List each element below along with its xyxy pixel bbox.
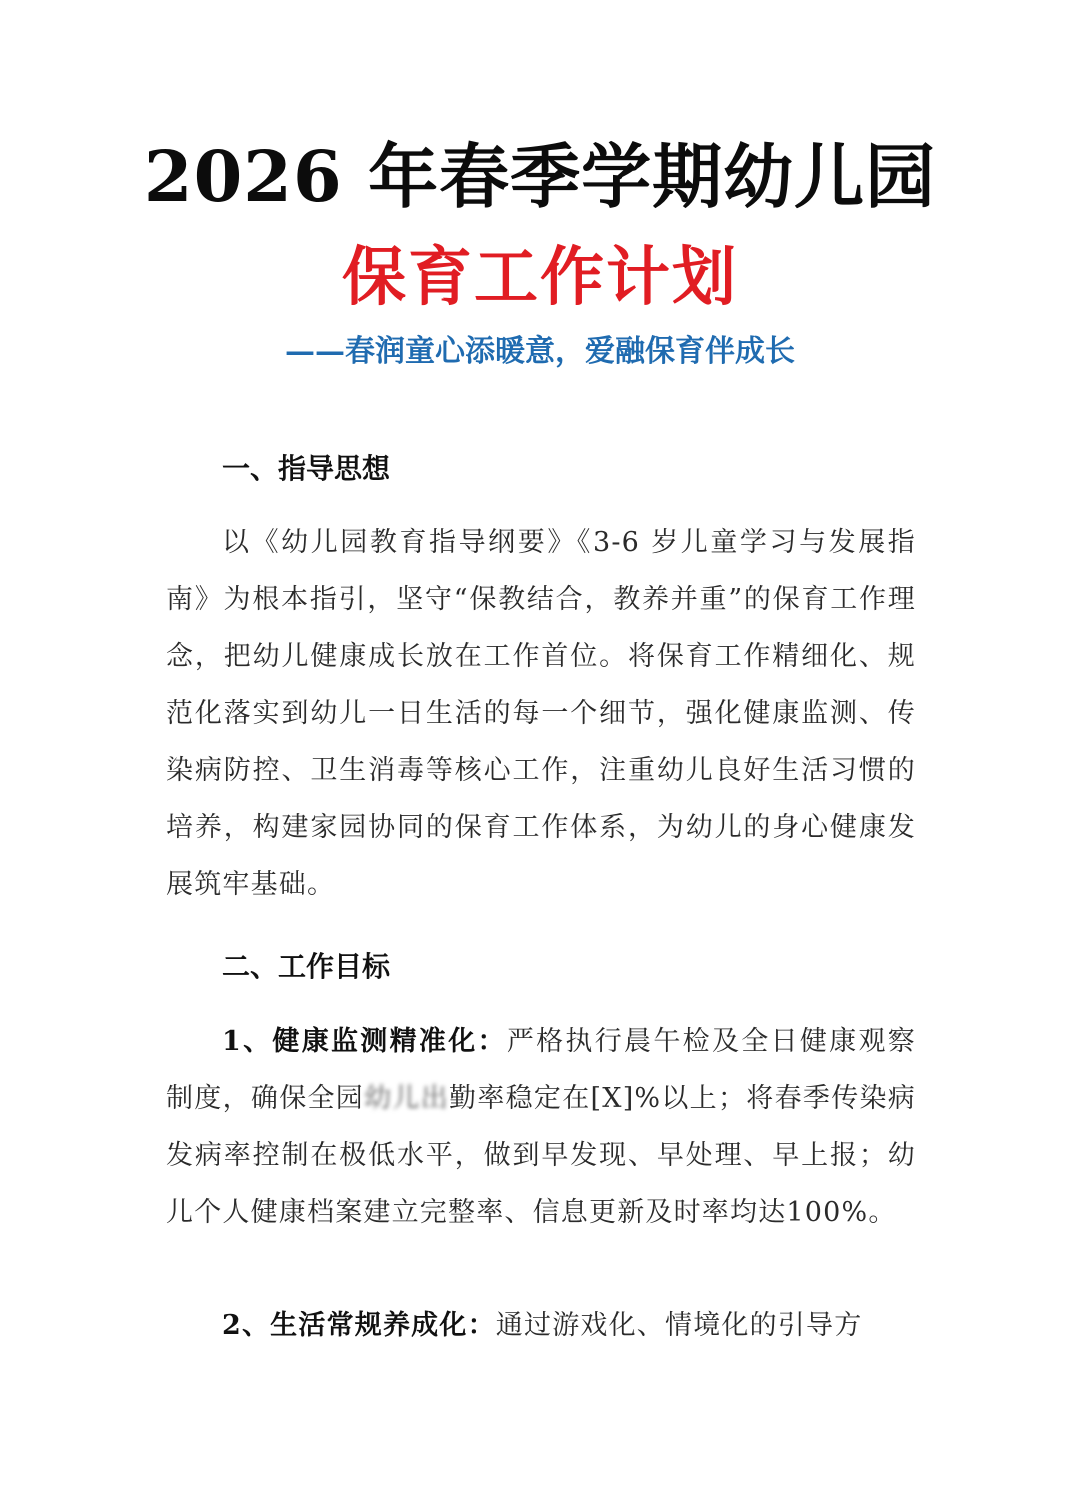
goal-item-health-monitoring	[166, 1013, 916, 1241]
document-subtitle: ——春润童心添暖意，爱融保育伴成长	[285, 334, 795, 369]
goal-item-text-continued: 勤率稳定在[X]%以上；将春季传染病发病率控制在极低水平，做到早发现、早处理、早上报；幼儿个人健康档案建立完整率、信息更新及时率均达100%。	[166, 1083, 916, 1228]
blurred-text: 幼儿出	[364, 1083, 450, 1114]
goal-item-label: 2、生活常规养成化：	[222, 1310, 496, 1341]
goal-item-daily-routine	[166, 1297, 916, 1354]
section-paragraph-guiding-ideology: 以《幼儿园教育指导纲要》《3-6 岁儿童学习与发展指南》为根本指引，坚守“保教结合，教养并重”的保育工作理念，把幼儿健康成长放在工作首位。将保育工作精细化、规范化落实到幼儿一日生活的每一个细节，强化健康监测、传染病防控、卫生消毒等核心工作，注重幼儿良好生活习惯的培养，构建家园协同的保育工作体系，为幼儿的身心健康发展筑牢基础。	[166, 527, 916, 900]
section-heading-work-goals: 二、工作目标	[222, 950, 391, 983]
goal-item-text: 严格执行晨午检及全日健康观察制度，确保全园	[166, 1026, 916, 1114]
section-heading-guiding-ideology: 一、指导思想	[222, 452, 391, 485]
goal-item-text: 通过游戏化、情境化的引导方	[495, 1310, 863, 1341]
goal-item-label: 1、健康监测精准化：	[222, 1026, 507, 1057]
document-title-red: 保育工作计划	[342, 240, 738, 315]
document-title: 2026 年春季学期幼儿园	[143, 135, 937, 218]
